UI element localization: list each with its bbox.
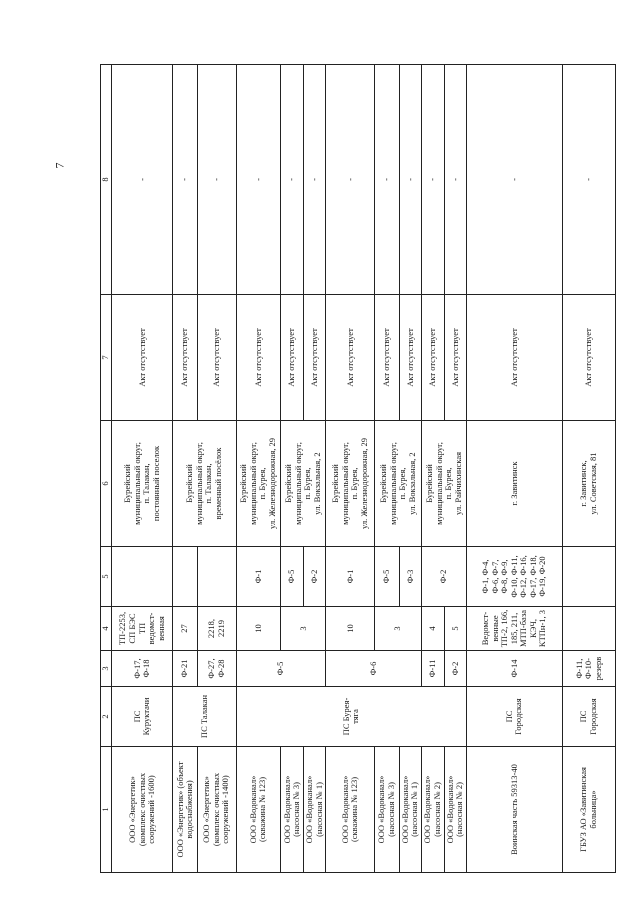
note-cell: - bbox=[303, 65, 325, 295]
line-cell bbox=[173, 547, 197, 607]
consumer-cell: ООО «Водоканал» (скважина № 123) bbox=[326, 747, 375, 873]
table-row bbox=[236, 65, 281, 873]
power-supply-table bbox=[100, 64, 616, 873]
feeder-cell: Ф-6 bbox=[326, 651, 422, 687]
substation-cell: ПС Городская bbox=[467, 687, 563, 747]
act-cell: Акт отсутствует bbox=[399, 295, 421, 421]
transformer-cell: 3 bbox=[281, 607, 326, 651]
address-cell: Бурейский муниципальный округ, п. Талакан, временный посёлок bbox=[173, 421, 236, 547]
transformer-cell: 4 bbox=[422, 607, 444, 651]
note-cell: - bbox=[326, 65, 375, 295]
table-row bbox=[173, 65, 197, 873]
address-cell: Бурейский муниципальный округ, п. Бурея, ул. Железнодорожная, 29 bbox=[326, 421, 375, 547]
act-cell: Акт отсутствует bbox=[112, 295, 173, 421]
note-cell: - bbox=[173, 65, 197, 295]
table-row bbox=[467, 65, 563, 873]
consumer-cell: ООО «Водоканал» (насосная № 3) bbox=[375, 747, 399, 873]
act-cell: Акт отсутствует bbox=[467, 295, 563, 421]
line-cell: Ф-5 bbox=[281, 547, 303, 607]
act-cell: Акт отсутствует bbox=[562, 295, 615, 421]
line-cell bbox=[197, 547, 236, 607]
feeder-cell: Ф-2 bbox=[444, 651, 466, 687]
line-cell: Ф-2 bbox=[422, 547, 467, 607]
column-number: 4 bbox=[101, 607, 112, 651]
transformer-cell: 10 bbox=[236, 607, 281, 651]
transformer-cell: Ведомст- венные ТП-2, 166, 185, 211, МТП-база КЭЧ, КТПн-1, 3 bbox=[467, 607, 563, 651]
column-number: 7 bbox=[101, 295, 112, 421]
transformer-cell: ТП-2253, СП БЭС ТП ведомст- венная bbox=[112, 607, 173, 651]
transformer-cell: 10 bbox=[326, 607, 375, 651]
line-cell bbox=[562, 547, 615, 607]
consumer-cell: ООО «Энергетик» (комплекс очистных сооружений -1400) bbox=[197, 747, 236, 873]
feeder-cell: Ф-17, Ф-18 bbox=[112, 651, 173, 687]
feeder-cell: Ф-11 bbox=[422, 651, 444, 687]
consumer-cell: ООО «Энергетик» (объект водоснабжения) bbox=[173, 747, 197, 873]
feeder-cell: Ф-11, Ф-10- резерв bbox=[562, 651, 615, 687]
transformer-cell: 3 bbox=[375, 607, 422, 651]
address-cell: Бурейский муниципальный округ, п. Талакан, постоянный поселок bbox=[112, 421, 173, 547]
line-cell: Ф-5 bbox=[375, 547, 399, 607]
line-cell: Ф-3 bbox=[399, 547, 421, 607]
address-cell: Бурейский муниципальный округ, п. Бурея, ул. Вокзальная, 2 bbox=[281, 421, 326, 547]
feeder-cell: Ф-5 bbox=[236, 651, 326, 687]
page-number: 7 bbox=[52, 162, 67, 169]
address-cell: Бурейский муниципальный округ, п. Бурея, ул. Вокзальная, 2 bbox=[375, 421, 422, 547]
act-cell: Акт отсутствует bbox=[173, 295, 197, 421]
column-number: 3 bbox=[101, 651, 112, 687]
feeder-cell: Ф-27, Ф-28 bbox=[197, 651, 236, 687]
note-cell: - bbox=[281, 65, 303, 295]
line-cell: Ф-1 bbox=[326, 547, 375, 607]
consumer-cell: ООО «Энергетик» (комплекс очистных сооружений -1600) bbox=[112, 747, 173, 873]
note-cell: - bbox=[197, 65, 236, 295]
note-cell: - bbox=[444, 65, 466, 295]
consumer-cell: ООО «Водоканал» (насосная № 1) bbox=[303, 747, 325, 873]
transformer-cell: 27 bbox=[173, 607, 197, 651]
column-number: 2 bbox=[101, 687, 112, 747]
act-cell: Акт отсутствует bbox=[303, 295, 325, 421]
act-cell: Акт отсутствует bbox=[422, 295, 444, 421]
feeder-cell: Ф-14 bbox=[467, 651, 563, 687]
table-row bbox=[422, 65, 444, 873]
consumer-cell: ООО «Водоканал» (скважина № 123) bbox=[236, 747, 281, 873]
address-cell: Бурейский муниципальный округ, п. Бурея, ул. Железнодорожная, 29 bbox=[236, 421, 281, 547]
table-row bbox=[326, 65, 375, 873]
act-cell: Акт отсутствует bbox=[326, 295, 375, 421]
column-number: 8 bbox=[101, 65, 112, 295]
line-cell: Ф-2 bbox=[303, 547, 325, 607]
address-cell: Бурейский муниципальный округ, п. Бурея, ул. Райчихинская bbox=[422, 421, 467, 547]
line-cell: Ф-1, Ф-4, Ф-6, Ф-7, Ф-8, Ф-9, Ф-10, Ф-11, Ф-12, Ф-16, Ф-17, Ф-18, Ф-19, Ф-20 bbox=[467, 547, 563, 607]
line-cell: Ф-1 bbox=[236, 547, 281, 607]
column-number: 6 bbox=[101, 421, 112, 547]
consumer-cell: ООО «Водоканал» (насосная № 2) bbox=[422, 747, 444, 873]
column-number: 1 bbox=[101, 747, 112, 873]
act-cell: Акт отсутствует bbox=[375, 295, 399, 421]
note-cell: - bbox=[399, 65, 421, 295]
column-number: 5 bbox=[101, 547, 112, 607]
rotated-table-container bbox=[100, 65, 616, 873]
note-cell: - bbox=[236, 65, 281, 295]
consumer-cell: ООО «Водоканал» (насосная № 1) bbox=[399, 747, 421, 873]
substation-cell: ПС Куруктачи bbox=[112, 687, 173, 747]
table-row bbox=[112, 65, 173, 873]
transformer-cell bbox=[562, 607, 615, 651]
line-cell bbox=[112, 547, 173, 607]
table-row bbox=[375, 65, 399, 873]
table-row bbox=[281, 65, 303, 873]
column-number-row bbox=[101, 65, 112, 873]
note-cell: - bbox=[422, 65, 444, 295]
address-cell: г. Завитинск bbox=[467, 421, 563, 547]
consumer-cell: Воинская часть 59313-40 bbox=[467, 747, 563, 873]
note-cell: - bbox=[112, 65, 173, 295]
transformer-cell: 5 bbox=[444, 607, 466, 651]
transformer-cell: 2218, 2219 bbox=[197, 607, 236, 651]
consumer-cell: ООО «Водоканал» (насосная № 2) bbox=[444, 747, 466, 873]
address-cell: г. Завитинск, ул. Советская, 81 bbox=[562, 421, 615, 547]
feeder-cell: Ф-21 bbox=[173, 651, 197, 687]
consumer-cell: ГБУЗ АО «Завитинская больница» bbox=[562, 747, 615, 873]
note-cell: - bbox=[467, 65, 563, 295]
substation-cell: ПС Бурея- тяга bbox=[236, 687, 466, 747]
substation-cell: ПС Городская bbox=[562, 687, 615, 747]
act-cell: Акт отсутствует bbox=[197, 295, 236, 421]
table-row bbox=[562, 65, 615, 873]
consumer-cell: ООО «Водоканал» (насосная № 3) bbox=[281, 747, 303, 873]
note-cell: - bbox=[375, 65, 399, 295]
note-cell: - bbox=[562, 65, 615, 295]
act-cell: Акт отсутствует bbox=[281, 295, 303, 421]
act-cell: Акт отсутствует bbox=[236, 295, 281, 421]
act-cell: Акт отсутствует bbox=[444, 295, 466, 421]
substation-cell: ПС Талакан bbox=[173, 687, 236, 747]
